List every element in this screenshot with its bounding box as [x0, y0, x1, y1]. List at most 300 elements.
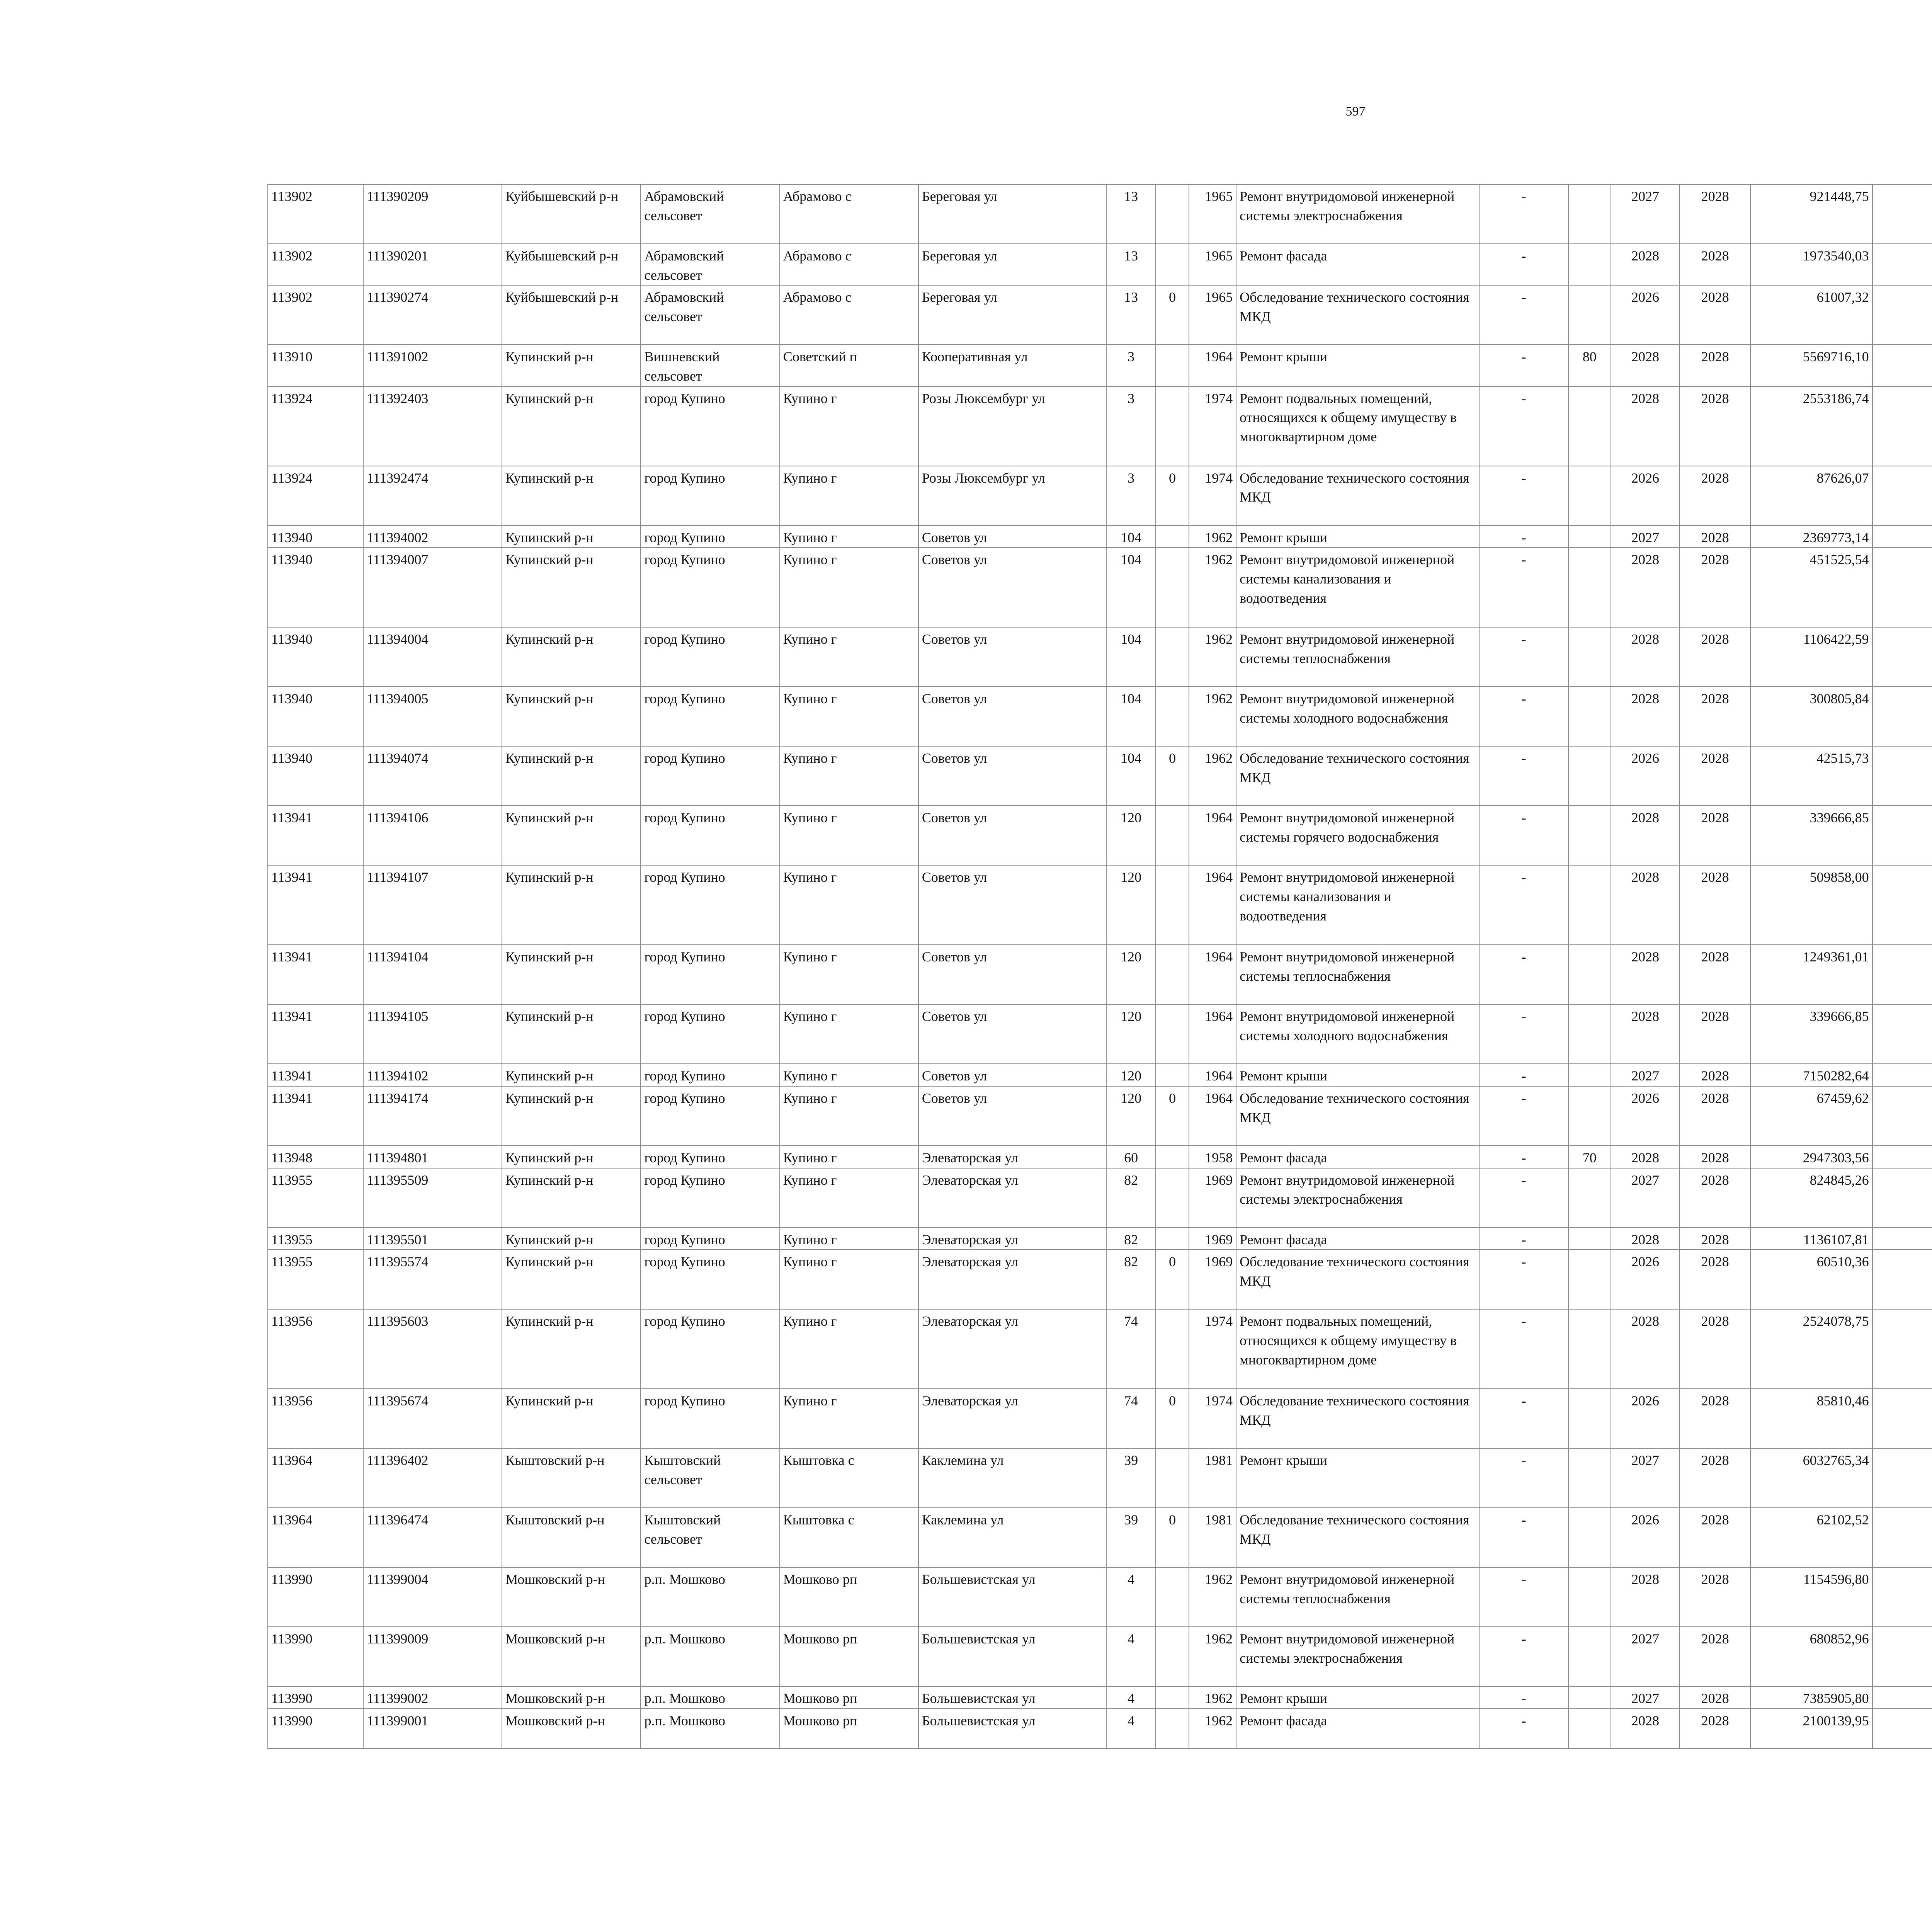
- table-row: [268, 285, 1932, 345]
- table-cell: Абрамово с: [780, 184, 918, 244]
- table-cell: [1568, 1064, 1611, 1086]
- table-cell: город Купино: [641, 1168, 779, 1228]
- table-cell: 2028: [1680, 865, 1750, 945]
- table-cell: Советов ул: [918, 687, 1106, 746]
- table-cell: 113964: [268, 1448, 363, 1508]
- table-cell: 1962: [1189, 526, 1236, 548]
- table-cell: [1568, 746, 1611, 806]
- table-cell: 3: [1106, 466, 1156, 526]
- table-cell: Купино г: [780, 466, 918, 526]
- table-cell: Мошково рп: [780, 1709, 918, 1749]
- table-cell: 39: [1106, 1448, 1156, 1508]
- table-cell: Мошково рп: [780, 1686, 918, 1709]
- table-cell: город Купино: [641, 386, 779, 466]
- table-cell: [1156, 1168, 1189, 1228]
- table-cell: 0: [1156, 1250, 1189, 1309]
- table-row: [268, 1709, 1932, 1749]
- table-cell: 111394102: [363, 1064, 502, 1086]
- table-cell: Ремонт фасада: [1236, 1709, 1479, 1749]
- table-cell: Элеваторская ул: [918, 1228, 1106, 1250]
- table-cell: 111394105: [363, 1004, 502, 1064]
- table-cell: Купинский р-н: [502, 1064, 641, 1086]
- table-cell: 1964: [1189, 945, 1236, 1004]
- table-cell: 2026: [1611, 746, 1680, 806]
- table-cell: город Купино: [641, 806, 779, 865]
- table-cell: Кыштовка с: [780, 1448, 918, 1508]
- table-cell: -: [1479, 1389, 1568, 1448]
- table-cell: город Купино: [641, 1309, 779, 1389]
- table-cell: 113940: [268, 526, 363, 548]
- table-cell: Купино г: [780, 806, 918, 865]
- table-cell: Обследование технического состояния МКД: [1236, 1086, 1479, 1146]
- table-cell: Ремонт крыши: [1236, 526, 1479, 548]
- table-cell: Ремонт внутридомовой инженерной системы холодного водоснабжения: [1236, 687, 1479, 746]
- table-cell: 2028: [1680, 1250, 1750, 1309]
- table-cell: 111399001: [363, 1709, 502, 1749]
- table-cell: 113940: [268, 627, 363, 687]
- table-cell: 113955: [268, 1228, 363, 1250]
- table-cell: Каклемина ул: [918, 1448, 1106, 1508]
- table-cell: 1981: [1189, 1448, 1236, 1508]
- table-cell: 104: [1106, 746, 1156, 806]
- table-cell: Купинский р-н: [502, 1250, 641, 1309]
- table-cell: 1965: [1189, 184, 1236, 244]
- table-cell: 2028: [1680, 746, 1750, 806]
- table-cell: Ремонт внутридомовой инженерной системы холодного водоснабжения: [1236, 1004, 1479, 1064]
- table-cell: 2524078,75: [1750, 1309, 1872, 1389]
- table-cell: -: [1479, 1448, 1568, 1508]
- table-cell: 1974: [1189, 1309, 1236, 1389]
- table-cell: 2027: [1611, 1686, 1680, 1709]
- table-row: [268, 1146, 1932, 1168]
- table-cell: -: [1479, 746, 1568, 806]
- table-cell: 113990: [268, 1686, 363, 1709]
- table-cell: 111394002: [363, 526, 502, 548]
- table-cell: 113941: [268, 1064, 363, 1086]
- table-cell: Ремонт внутридомовой инженерной системы канализования и водоотведения: [1236, 865, 1479, 945]
- table-cell: 1965: [1189, 244, 1236, 285]
- table-cell: Советов ул: [918, 945, 1106, 1004]
- table-cell: 113924: [268, 466, 363, 526]
- page-number: 597: [1345, 104, 1366, 119]
- table-cell: [1568, 285, 1611, 345]
- table-cell: Большевистская ул: [918, 1627, 1106, 1686]
- table-row: [268, 1508, 1932, 1567]
- table-cell: 680852,96: [1750, 1627, 1872, 1686]
- table-cell: 1962: [1189, 746, 1236, 806]
- table-cell: 70: [1568, 1146, 1611, 1168]
- table-cell: Купино г: [780, 1309, 918, 1389]
- table-cell: 2028: [1611, 1146, 1680, 1168]
- table-cell: [1872, 1567, 1932, 1627]
- table-cell: [1156, 1228, 1189, 1250]
- table-cell: 113964: [268, 1508, 363, 1567]
- table-cell: Береговая ул: [918, 184, 1106, 244]
- table-cell: [1156, 1448, 1189, 1508]
- table-cell: [1568, 1086, 1611, 1146]
- table-cell: Купинский р-н: [502, 386, 641, 466]
- table-cell: 1969: [1189, 1168, 1236, 1228]
- table-cell: 113990: [268, 1567, 363, 1627]
- table-row: [268, 627, 1932, 687]
- table-cell: 4: [1106, 1567, 1156, 1627]
- table-cell: 0: [1156, 1508, 1189, 1567]
- table-cell: Мошковский р-н: [502, 1627, 641, 1686]
- table-row: [268, 1627, 1932, 1686]
- table-cell: Купино г: [780, 526, 918, 548]
- table-row: [268, 1086, 1932, 1146]
- table-cell: Советов ул: [918, 746, 1106, 806]
- table-row: [268, 945, 1932, 1004]
- table-cell: [1568, 865, 1611, 945]
- table-cell: 2028: [1611, 687, 1680, 746]
- table-cell: [1568, 466, 1611, 526]
- table-cell: [1568, 1627, 1611, 1686]
- table-cell: 60510,36: [1750, 1250, 1872, 1309]
- table-row: [268, 1309, 1932, 1389]
- table-cell: -: [1479, 1709, 1568, 1749]
- table-cell: [1156, 548, 1189, 627]
- table-cell: 2026: [1611, 1508, 1680, 1567]
- table-cell: -: [1479, 865, 1568, 945]
- table-cell: 2553186,74: [1750, 386, 1872, 466]
- table-cell: [1872, 627, 1932, 687]
- table-cell: 1106422,59: [1750, 627, 1872, 687]
- table-cell: 111395501: [363, 1228, 502, 1250]
- table-cell: Купино г: [780, 1086, 918, 1146]
- table-cell: -: [1479, 1309, 1568, 1389]
- table-cell: 113990: [268, 1627, 363, 1686]
- table-cell: [1156, 627, 1189, 687]
- table-cell: 2028: [1680, 1567, 1750, 1627]
- table-cell: 104: [1106, 627, 1156, 687]
- table-cell: 2028: [1680, 466, 1750, 526]
- table-cell: город Купино: [641, 865, 779, 945]
- table-cell: [1872, 1086, 1932, 1146]
- table-cell: Купинский р-н: [502, 1146, 641, 1168]
- table-cell: Купинский р-н: [502, 1004, 641, 1064]
- table-cell: 1981: [1189, 1508, 1236, 1567]
- table-cell: [1156, 1686, 1189, 1709]
- table-cell: 1969: [1189, 1250, 1236, 1309]
- table-row: [268, 386, 1932, 466]
- table-cell: 2028: [1680, 1228, 1750, 1250]
- table-cell: [1568, 1448, 1611, 1508]
- table-cell: Советов ул: [918, 548, 1106, 627]
- table-cell: 2026: [1611, 1389, 1680, 1448]
- table-cell: 2028: [1680, 1448, 1750, 1508]
- table-cell: 1973540,03: [1750, 244, 1872, 285]
- table-cell: 2027: [1611, 1064, 1680, 1086]
- table-cell: 113941: [268, 1086, 363, 1146]
- table-row: [268, 1567, 1932, 1627]
- table-cell: -: [1479, 184, 1568, 244]
- table-cell: Ремонт фасада: [1236, 244, 1479, 285]
- table-cell: 111394107: [363, 865, 502, 945]
- table-cell: Купинский р-н: [502, 865, 641, 945]
- table-cell: 2026: [1611, 466, 1680, 526]
- table-cell: 1964: [1189, 806, 1236, 865]
- table-cell: 4: [1106, 1709, 1156, 1749]
- table-cell: -: [1479, 945, 1568, 1004]
- table-row: [268, 1228, 1932, 1250]
- table-cell: 120: [1106, 806, 1156, 865]
- table-row: [268, 244, 1932, 285]
- table-cell: 87626,07: [1750, 466, 1872, 526]
- table-cell: 2028: [1680, 1086, 1750, 1146]
- table-cell: Элеваторская ул: [918, 1250, 1106, 1309]
- table-cell: 113948: [268, 1146, 363, 1168]
- table-cell: город Купино: [641, 1004, 779, 1064]
- table-cell: -: [1479, 1168, 1568, 1228]
- table-cell: 111394005: [363, 687, 502, 746]
- table-cell: 120: [1106, 1064, 1156, 1086]
- table-cell: Кыштовский сельсовет: [641, 1448, 779, 1508]
- registry-table: [267, 184, 1932, 1749]
- table-cell: [1872, 806, 1932, 865]
- table-cell: р.п. Мошково: [641, 1627, 779, 1686]
- table-cell: 2028: [1680, 1627, 1750, 1686]
- table-cell: [1872, 386, 1932, 466]
- table-cell: Купинский р-н: [502, 466, 641, 526]
- table-cell: 113941: [268, 865, 363, 945]
- table-cell: Купинский р-н: [502, 1168, 641, 1228]
- table-cell: 2028: [1611, 386, 1680, 466]
- table-cell: Кыштовский р-н: [502, 1508, 641, 1567]
- table-cell: [1156, 865, 1189, 945]
- table-cell: 111390201: [363, 244, 502, 285]
- table-cell: Купинский р-н: [502, 1228, 641, 1250]
- table-cell: 2027: [1611, 1168, 1680, 1228]
- table-cell: Розы Люксембург ул: [918, 466, 1106, 526]
- table-cell: [1156, 1709, 1189, 1749]
- table-cell: 2028: [1680, 1686, 1750, 1709]
- table-cell: Элеваторская ул: [918, 1389, 1106, 1448]
- table-cell: [1872, 1004, 1932, 1064]
- table-cell: 104: [1106, 548, 1156, 627]
- table-row: [268, 1448, 1932, 1508]
- table-cell: 2028: [1611, 865, 1680, 945]
- table-cell: Советов ул: [918, 627, 1106, 687]
- table-cell: Ремонт внутридомовой инженерной системы электроснабжения: [1236, 1168, 1479, 1228]
- table-cell: 2027: [1611, 1448, 1680, 1508]
- table-cell: 82: [1106, 1168, 1156, 1228]
- table-cell: 2028: [1680, 526, 1750, 548]
- table-cell: -: [1479, 526, 1568, 548]
- table-cell: 111394004: [363, 627, 502, 687]
- table-cell: Купино г: [780, 945, 918, 1004]
- table-cell: 2100139,95: [1750, 1709, 1872, 1749]
- table-cell: 4: [1106, 1686, 1156, 1709]
- table-cell: 2028: [1680, 386, 1750, 466]
- table-cell: 120: [1106, 945, 1156, 1004]
- table-cell: Купино г: [780, 1250, 918, 1309]
- table-cell: город Купино: [641, 1389, 779, 1448]
- table-cell: Ремонт внутридомовой инженерной системы теплоснабжения: [1236, 1567, 1479, 1627]
- table-cell: город Купино: [641, 548, 779, 627]
- table-cell: 1962: [1189, 627, 1236, 687]
- table-cell: [1156, 184, 1189, 244]
- table-cell: Советов ул: [918, 1004, 1106, 1064]
- table-cell: 2028: [1611, 1228, 1680, 1250]
- table-cell: Купинский р-н: [502, 687, 641, 746]
- table-cell: р.п. Мошково: [641, 1709, 779, 1749]
- table-cell: 111390274: [363, 285, 502, 345]
- table-cell: 1964: [1189, 865, 1236, 945]
- table-cell: Мошковский р-н: [502, 1709, 641, 1749]
- table-cell: Купино г: [780, 1168, 918, 1228]
- table-cell: 0: [1156, 746, 1189, 806]
- table-cell: 2028: [1680, 806, 1750, 865]
- table-cell: 113941: [268, 806, 363, 865]
- table-cell: [1156, 687, 1189, 746]
- table-cell: Куйбышевский р-н: [502, 184, 641, 244]
- table-cell: Мошково рп: [780, 1567, 918, 1627]
- table-cell: 3: [1106, 345, 1156, 386]
- table-cell: 300805,84: [1750, 687, 1872, 746]
- table-cell: 451525,54: [1750, 548, 1872, 627]
- table-cell: 61007,32: [1750, 285, 1872, 345]
- table-cell: 2028: [1680, 184, 1750, 244]
- table-cell: 113940: [268, 548, 363, 627]
- table-cell: 1962: [1189, 1567, 1236, 1627]
- table-cell: -: [1479, 1567, 1568, 1627]
- table-cell: 113924: [268, 386, 363, 466]
- table-cell: 113941: [268, 1004, 363, 1064]
- table-cell: Мошковский р-н: [502, 1686, 641, 1709]
- table-cell: -: [1479, 548, 1568, 627]
- table-cell: 113940: [268, 746, 363, 806]
- table-cell: -: [1479, 1086, 1568, 1146]
- table-cell: Обследование технического состояния МКД: [1236, 1250, 1479, 1309]
- table-cell: 2028: [1680, 687, 1750, 746]
- table-cell: 113910: [268, 345, 363, 386]
- table-cell: 1964: [1189, 1004, 1236, 1064]
- table-cell: 113956: [268, 1309, 363, 1389]
- table-cell: [1872, 1709, 1932, 1749]
- table-cell: 2028: [1611, 806, 1680, 865]
- table-cell: [1568, 1250, 1611, 1309]
- table-cell: Кыштовский сельсовет: [641, 1508, 779, 1567]
- table-cell: [1156, 1146, 1189, 1168]
- table-cell: [1568, 548, 1611, 627]
- table-cell: Обследование технического состояния МКД: [1236, 1508, 1479, 1567]
- table-cell: Советов ул: [918, 806, 1106, 865]
- table-cell: [1872, 1250, 1932, 1309]
- table-cell: [1568, 184, 1611, 244]
- table-cell: 1974: [1189, 386, 1236, 466]
- table-cell: Купинский р-н: [502, 627, 641, 687]
- table-cell: Кооперативная ул: [918, 345, 1106, 386]
- table-cell: Ремонт крыши: [1236, 1686, 1479, 1709]
- table-cell: 74: [1106, 1309, 1156, 1389]
- table-cell: Купино г: [780, 1228, 918, 1250]
- table-cell: 2026: [1611, 1250, 1680, 1309]
- table-cell: [1872, 1309, 1932, 1389]
- table-row: [268, 865, 1932, 945]
- table-cell: 113940: [268, 687, 363, 746]
- table-cell: 1962: [1189, 1686, 1236, 1709]
- table-cell: [1872, 1627, 1932, 1686]
- table-cell: Вишневский сельсовет: [641, 345, 779, 386]
- table-cell: Абрамовский сельсовет: [641, 285, 779, 345]
- table-cell: 13: [1106, 184, 1156, 244]
- table-cell: 7150282,64: [1750, 1064, 1872, 1086]
- table-row: [268, 184, 1932, 244]
- table-cell: 111395574: [363, 1250, 502, 1309]
- table-cell: [1568, 1004, 1611, 1064]
- table-cell: [1568, 1309, 1611, 1389]
- table-cell: [1568, 806, 1611, 865]
- table-cell: Береговая ул: [918, 244, 1106, 285]
- table-cell: 111394801: [363, 1146, 502, 1168]
- table-cell: 1965: [1189, 285, 1236, 345]
- table-cell: 2028: [1611, 345, 1680, 386]
- table-cell: 2028: [1680, 1146, 1750, 1168]
- table-cell: 113902: [268, 184, 363, 244]
- table-cell: 1962: [1189, 1709, 1236, 1749]
- table-cell: 339666,85: [1750, 806, 1872, 865]
- table-cell: Мошковский р-н: [502, 1567, 641, 1627]
- table-cell: [1872, 865, 1932, 945]
- table-cell: Абрамовский сельсовет: [641, 244, 779, 285]
- table-cell: 111394074: [363, 746, 502, 806]
- table-cell: 2027: [1611, 526, 1680, 548]
- table-cell: 2028: [1680, 285, 1750, 345]
- table-cell: [1568, 627, 1611, 687]
- table-cell: Ремонт внутридомовой инженерной системы горячего водоснабжения: [1236, 806, 1479, 865]
- table-row: [268, 548, 1932, 627]
- table-cell: [1872, 184, 1932, 244]
- table-cell: 2947303,56: [1750, 1146, 1872, 1168]
- table-cell: 2028: [1611, 1567, 1680, 1627]
- registry-rows: [268, 184, 1932, 1749]
- table-cell: город Купино: [641, 1064, 779, 1086]
- table-cell: 120: [1106, 1004, 1156, 1064]
- table-cell: 2028: [1611, 244, 1680, 285]
- table-cell: Обследование технического состояния МКД: [1236, 746, 1479, 806]
- table-cell: Советов ул: [918, 526, 1106, 548]
- table-cell: [1568, 1567, 1611, 1627]
- table-row: [268, 1250, 1932, 1309]
- table-cell: Купинский р-н: [502, 746, 641, 806]
- table-cell: 111392474: [363, 466, 502, 526]
- table-cell: -: [1479, 1250, 1568, 1309]
- table-cell: Кыштовский р-н: [502, 1448, 641, 1508]
- table-cell: Береговая ул: [918, 285, 1106, 345]
- table-cell: 2026: [1611, 1086, 1680, 1146]
- table-cell: [1568, 1709, 1611, 1749]
- table-cell: [1156, 244, 1189, 285]
- table-cell: Советов ул: [918, 1064, 1106, 1086]
- table-row: [268, 1004, 1932, 1064]
- table-cell: 2369773,14: [1750, 526, 1872, 548]
- table-cell: 111392403: [363, 386, 502, 466]
- table-cell: город Купино: [641, 746, 779, 806]
- table-cell: 0: [1156, 285, 1189, 345]
- table-cell: [1872, 345, 1932, 386]
- table-row: [268, 687, 1932, 746]
- table-cell: 111395674: [363, 1389, 502, 1448]
- table-cell: 120: [1106, 865, 1156, 945]
- table-cell: 111394104: [363, 945, 502, 1004]
- table-cell: Купино г: [780, 1004, 918, 1064]
- table-cell: Элеваторская ул: [918, 1168, 1106, 1228]
- table-cell: 111391002: [363, 345, 502, 386]
- table-cell: 113990: [268, 1709, 363, 1749]
- table-cell: 39: [1106, 1508, 1156, 1567]
- table-cell: Абрамовский сельсовет: [641, 184, 779, 244]
